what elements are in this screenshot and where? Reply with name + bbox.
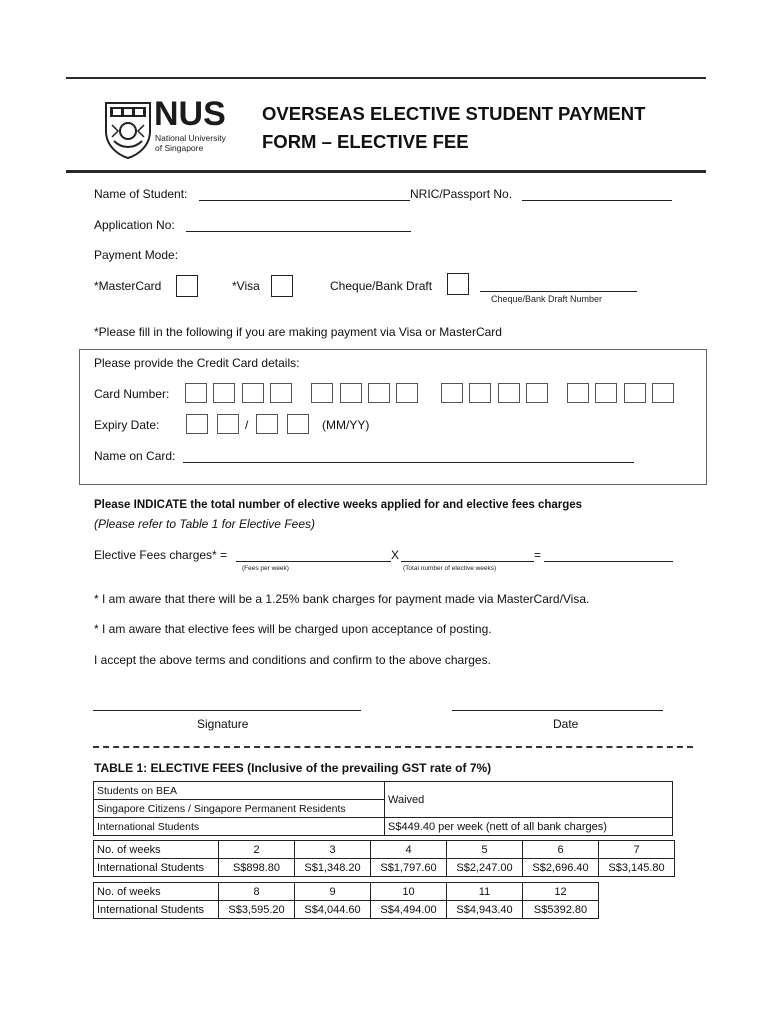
date-field[interactable] (452, 710, 663, 711)
card-digit-box[interactable] (311, 383, 333, 403)
refer-table-note: (Please refer to Table 1 for Elective Fees) (94, 517, 315, 531)
weeks-cell: 8 (219, 883, 295, 901)
date-label: Date (553, 717, 579, 731)
fee-cell: S$4,494.00 (371, 901, 447, 919)
credit-card-instructions: Please provide the Credit Card details: (94, 356, 300, 370)
multiply-sign: X (391, 548, 400, 562)
header-bottom-rule (66, 170, 706, 173)
category-cell: International Students (94, 818, 385, 836)
weeks-cell: 7 (599, 841, 675, 859)
cheque-checkbox[interactable] (447, 273, 469, 295)
name-of-student-field[interactable] (199, 200, 410, 201)
nric-passport-label: NRIC/Passport No. (410, 187, 513, 201)
form-title (262, 100, 645, 156)
nus-crest-icon (104, 101, 152, 159)
card-digit-box[interactable] (340, 383, 362, 403)
fee-cell: S$898.80 (219, 859, 295, 877)
cut-line-divider (93, 746, 693, 748)
card-digit-box[interactable] (595, 383, 617, 403)
fee-cell: S$2,247.00 (447, 859, 523, 877)
name-on-card-label: Name on Card: (94, 449, 176, 463)
bank-charges-acknowledgement: * I am aware that there will be a 1.25% bank charges for payment made via MasterCard/Visa. (94, 592, 590, 606)
intl-students-cell: International Students (94, 859, 219, 877)
expiry-year-box[interactable] (256, 414, 278, 434)
form-title-line1: OVERSEAS ELECTIVE STUDENT PAYMENT (262, 103, 646, 124)
fee-cell: S$2,696.40 (523, 859, 599, 877)
card-digit-box[interactable] (396, 383, 418, 403)
weeks-header-cell: No. of weeks (94, 883, 219, 901)
card-digit-box[interactable] (624, 383, 646, 403)
weeks-cell: 10 (371, 883, 447, 901)
expiry-date-label: Expiry Date: (94, 418, 160, 432)
table1-title: TABLE 1: ELECTIVE FEES (Inclusive of the prevailing GST rate of 7%) (94, 761, 492, 775)
fees-per-week-field[interactable] (236, 561, 391, 562)
weeks-cell: 3 (295, 841, 371, 859)
weeks-cell: 4 (371, 841, 447, 859)
equals-sign: = (534, 548, 542, 562)
name-of-student-label: Name of Student: (94, 187, 188, 201)
total-charges-field[interactable] (544, 561, 673, 562)
card-digit-box[interactable] (469, 383, 491, 403)
mastercard-checkbox[interactable] (176, 275, 198, 297)
visa-label: *Visa (232, 279, 260, 293)
weeks-cell: 12 (523, 883, 599, 901)
nric-passport-field[interactable] (522, 200, 672, 201)
card-number-label: Card Number: (94, 387, 170, 401)
total-weeks-field[interactable] (401, 561, 534, 562)
fee-cell: S$1,797.60 (371, 859, 447, 877)
signature-label: Signature (197, 717, 249, 731)
cheque-label: Cheque/Bank Draft (330, 279, 433, 293)
weeks-cell: 9 (295, 883, 371, 901)
waived-cell: Waived (385, 782, 673, 818)
application-no-label: Application No: (94, 218, 175, 232)
fee-cell: S$1,348.20 (295, 859, 371, 877)
mastercard-label: *MasterCard (94, 279, 162, 293)
weeks-cell: 11 (447, 883, 523, 901)
card-digit-box[interactable] (567, 383, 589, 403)
card-digit-box[interactable] (526, 383, 548, 403)
expiry-slash: / (245, 418, 249, 432)
logo-subtitle-line2: of Singapore (155, 143, 204, 153)
weeks-header-cell: No. of weeks (94, 841, 219, 859)
expiry-month-box[interactable] (217, 414, 239, 434)
signature-field[interactable] (93, 710, 361, 711)
name-on-card-field[interactable] (183, 462, 634, 463)
card-digit-box[interactable] (498, 383, 520, 403)
payment-mode-label: Payment Mode: (94, 248, 179, 262)
fee-cell: S$5392.80 (523, 901, 599, 919)
fee-cell: S$4,044.60 (295, 901, 371, 919)
logo-subtitle-line1: National University (155, 133, 226, 143)
fees-by-weeks-table-2 (93, 882, 599, 919)
fee-cell: S$3,145.80 (599, 859, 675, 877)
elective-fees-charges-label: Elective Fees charges* = (94, 548, 228, 562)
intl-students-cell: International Students (94, 901, 219, 919)
expiry-year-box[interactable] (287, 414, 309, 434)
weeks-cell: 5 (447, 841, 523, 859)
card-digit-box[interactable] (270, 383, 292, 403)
card-digit-box[interactable] (242, 383, 264, 403)
top-rule (66, 77, 706, 79)
card-digit-box[interactable] (185, 383, 207, 403)
weeks-cell: 2 (219, 841, 295, 859)
elective-fees-category-table (93, 781, 673, 836)
fee-cell: S$4,943.40 (447, 901, 523, 919)
logo-subtitle (155, 133, 226, 153)
cheque-number-field[interactable] (480, 291, 637, 292)
weeks-cell: 6 (523, 841, 599, 859)
expiry-format-hint: (MM/YY) (322, 418, 370, 432)
category-cell: Students on BEA (94, 782, 385, 800)
intl-rate-cell: S$449.40 per week (nett of all bank charges) (385, 818, 673, 836)
form-title-line2: FORM – ELECTIVE FEE (262, 131, 469, 152)
logo-text: NUS (154, 95, 226, 133)
fees-by-weeks-table-1 (93, 840, 675, 877)
fee-cell: S$3,595.20 (219, 901, 295, 919)
terms-acceptance: I accept the above terms and conditions and confirm to the above charges. (94, 653, 491, 667)
card-digit-box[interactable] (213, 383, 235, 403)
expiry-month-box[interactable] (186, 414, 208, 434)
card-payment-note: *Please fill in the following if you are making payment via Visa or MasterCard (94, 325, 502, 339)
fees-per-week-caption: (Fees per week) (242, 565, 289, 572)
category-cell: Singapore Citizens / Singapore Permanent Residents (94, 800, 385, 818)
card-digit-box[interactable] (368, 383, 390, 403)
total-weeks-caption: (Total number of elective weeks) (403, 565, 497, 572)
application-no-field[interactable] (186, 231, 411, 232)
card-digit-box[interactable] (441, 383, 463, 403)
visa-checkbox[interactable] (271, 275, 293, 297)
card-digit-box[interactable] (652, 383, 674, 403)
posting-acknowledgement: * I am aware that elective fees will be charged upon acceptance of posting. (94, 622, 492, 636)
indicate-weeks-instruction: Please INDICATE the total number of elective weeks applied for and elective fees charges (94, 499, 583, 511)
cheque-number-caption: Cheque/Bank Draft Number (491, 294, 603, 304)
